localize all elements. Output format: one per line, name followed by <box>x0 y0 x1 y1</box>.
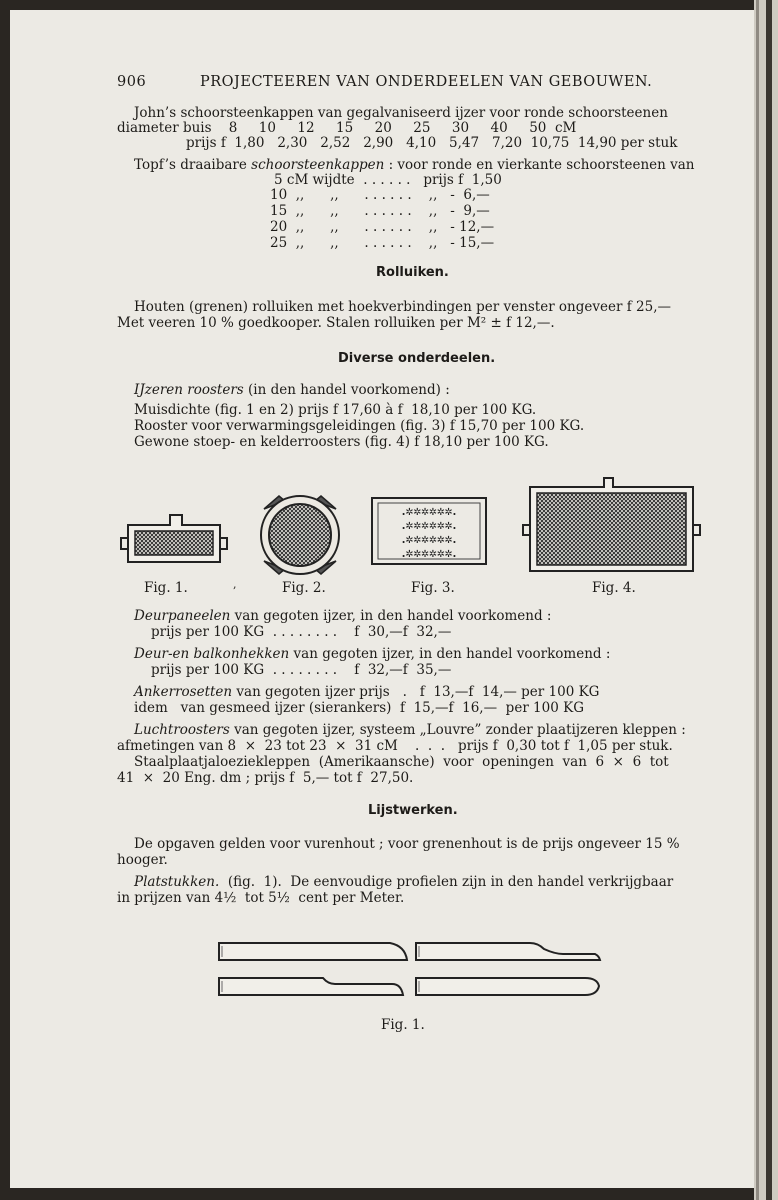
fig3-pattern-row: ꓸ✲✲✲✲✲✲ꓸ <box>401 546 457 561</box>
profile-drawing <box>416 943 600 960</box>
platstukken-prices: in prijzen van 4½ tot 5½ cent per Meter. <box>117 890 405 906</box>
topf-row: 5 cM wijdte . . . . . . prijs f 1,50 <box>274 172 502 188</box>
lijstwerken-heading: Lijstwerken. <box>368 803 458 818</box>
fig4-grate-drawing <box>523 478 700 571</box>
topf-intro: Topf’s draaibare schoorsteenkappen : voor ronde en vierkante schoorsteenen van <box>134 157 695 173</box>
fig2-caption: Fig. 2. <box>282 580 326 596</box>
johns-diameter-row: diameter buis 8 10 12 15 20 25 30 40 50 cM <box>117 120 577 136</box>
staalplaat-line-1: Staalplaatjaloeziekleppen (Amerikaansche) voor openingen van 6 × 6 tot <box>134 754 669 770</box>
stray-mark: , <box>233 578 237 591</box>
rolluiken-heading: Rolluiken. <box>376 265 449 280</box>
page-title: PROJECTEEREN VAN ONDERDEELEN VAN GEBOUWEN. <box>200 74 653 90</box>
sierankers-line: idem van gesmeed ijzer (sierankers) f 15,—f 16,— per 100 KG <box>134 700 584 716</box>
fig1-grate-drawing <box>121 515 227 562</box>
fig1-caption: Fig. 1. <box>144 580 188 596</box>
ankerrosetten-line: Ankerrosetten van gegoten ijzer prijs . f 13,—f 14,— per 100 KG <box>134 684 600 700</box>
page-edge <box>754 0 778 1200</box>
fig3-pattern-row: ꓸ✲✲✲✲✲✲ꓸ <box>401 504 457 519</box>
diverse-intro: IJzeren roosters (in den handel voorkomend) : <box>134 382 450 398</box>
johns-price-row: prijs f 1,80 2,30 2,52 2,90 4,10 5,47 7,20 10,75 14,90 per stuk <box>186 135 678 151</box>
diverse-line-3: Gewone stoep- en kelderroosters (fig. 4) f 18,10 per 100 KG. <box>134 434 549 450</box>
fig4-caption: Fig. 4. <box>592 580 636 596</box>
balkonhekken-line: Deur-en balkonhekken van gegoten ijzer, in den handel voorkomend : <box>134 646 611 662</box>
topf-row: 10 ,, ,, . . . . . . ,, - 6,— <box>270 187 490 203</box>
deurpaneelen-price: prijs per 100 KG . . . . . . . . f 30,—f 32,— <box>151 624 452 640</box>
platstukken-line: Platstukken. (fig. 1). De eenvoudige profielen zijn in den handel verkrijgbaar <box>134 874 674 890</box>
page-number: 906 <box>117 74 147 90</box>
johns-line-1: John’s schoorsteenkappen van gegalvaniseerd ijzer voor ronde schoorsteenen <box>134 105 668 121</box>
profile-drawing <box>219 978 403 995</box>
lijstwerken-line-1: De opgaven gelden voor vurenhout ; voor grenenhout is de prijs ongeveer 15 % <box>134 836 680 852</box>
topf-row: 25 ,, ,, . . . . . . ,, - 15,— <box>270 235 495 251</box>
fig3-grate-drawing <box>372 498 486 564</box>
topf-row: 15 ,, ,, . . . . . . ,, - 9,— <box>270 203 490 219</box>
fig3-pattern-row: ꓸ✲✲✲✲✲✲ꓸ <box>401 518 457 533</box>
staalplaat-line-2: 41 × 20 Eng. dm ; prijs f 5,— tot f 27,50. <box>117 770 414 786</box>
luchtroosters-sizes: afmetingen van 8 × 23 tot 23 × 31 cM . . . prijs f 0,30 tot f 1,05 per stuk. <box>117 738 673 754</box>
profile-drawing <box>219 943 407 960</box>
profiles-fig-caption: Fig. 1. <box>381 1017 425 1033</box>
balkonhekken-price: prijs per 100 KG . . . . . . . . f 32,—f 35,— <box>151 662 452 678</box>
diverse-heading: Diverse onderdeelen. <box>338 351 496 366</box>
fig3-pattern-row: ꓸ✲✲✲✲✲✲ꓸ <box>401 532 457 547</box>
fig2-grate-drawing <box>261 496 339 574</box>
lijstwerken-line-2: hooger. <box>117 852 168 868</box>
deurpaneelen-line: Deurpaneelen van gegoten ijzer, in den handel voorkomend : <box>134 608 552 624</box>
diverse-line-2: Rooster voor verwarmingsgeleidingen (fig. 3) f 15,70 per 100 KG. <box>134 418 585 434</box>
book-page <box>10 10 754 1188</box>
fig3-caption: Fig. 3. <box>411 580 455 596</box>
rolluiken-line-2: Met veeren 10 % goedkooper. Stalen rolluiken per M² ± f 12,—. <box>117 315 555 331</box>
rolluiken-line-1: Houten (grenen) rolluiken met hoekverbindingen per venster ongeveer f 25,— <box>134 299 671 315</box>
topf-row: 20 ,, ,, . . . . . . ,, - 12,— <box>270 219 495 235</box>
luchtroosters-line: Luchtroosters van gegoten ijzer, systeem „Louvre” zonder plaatijzeren kleppen : <box>134 722 686 738</box>
profile-drawing <box>416 978 599 995</box>
grate-figures <box>10 465 754 625</box>
moulding-profiles <box>10 938 754 1008</box>
diverse-line-1: Muisdichte (fig. 1 en 2) prijs f 17,60 à f 18,10 per 100 KG. <box>134 402 537 418</box>
